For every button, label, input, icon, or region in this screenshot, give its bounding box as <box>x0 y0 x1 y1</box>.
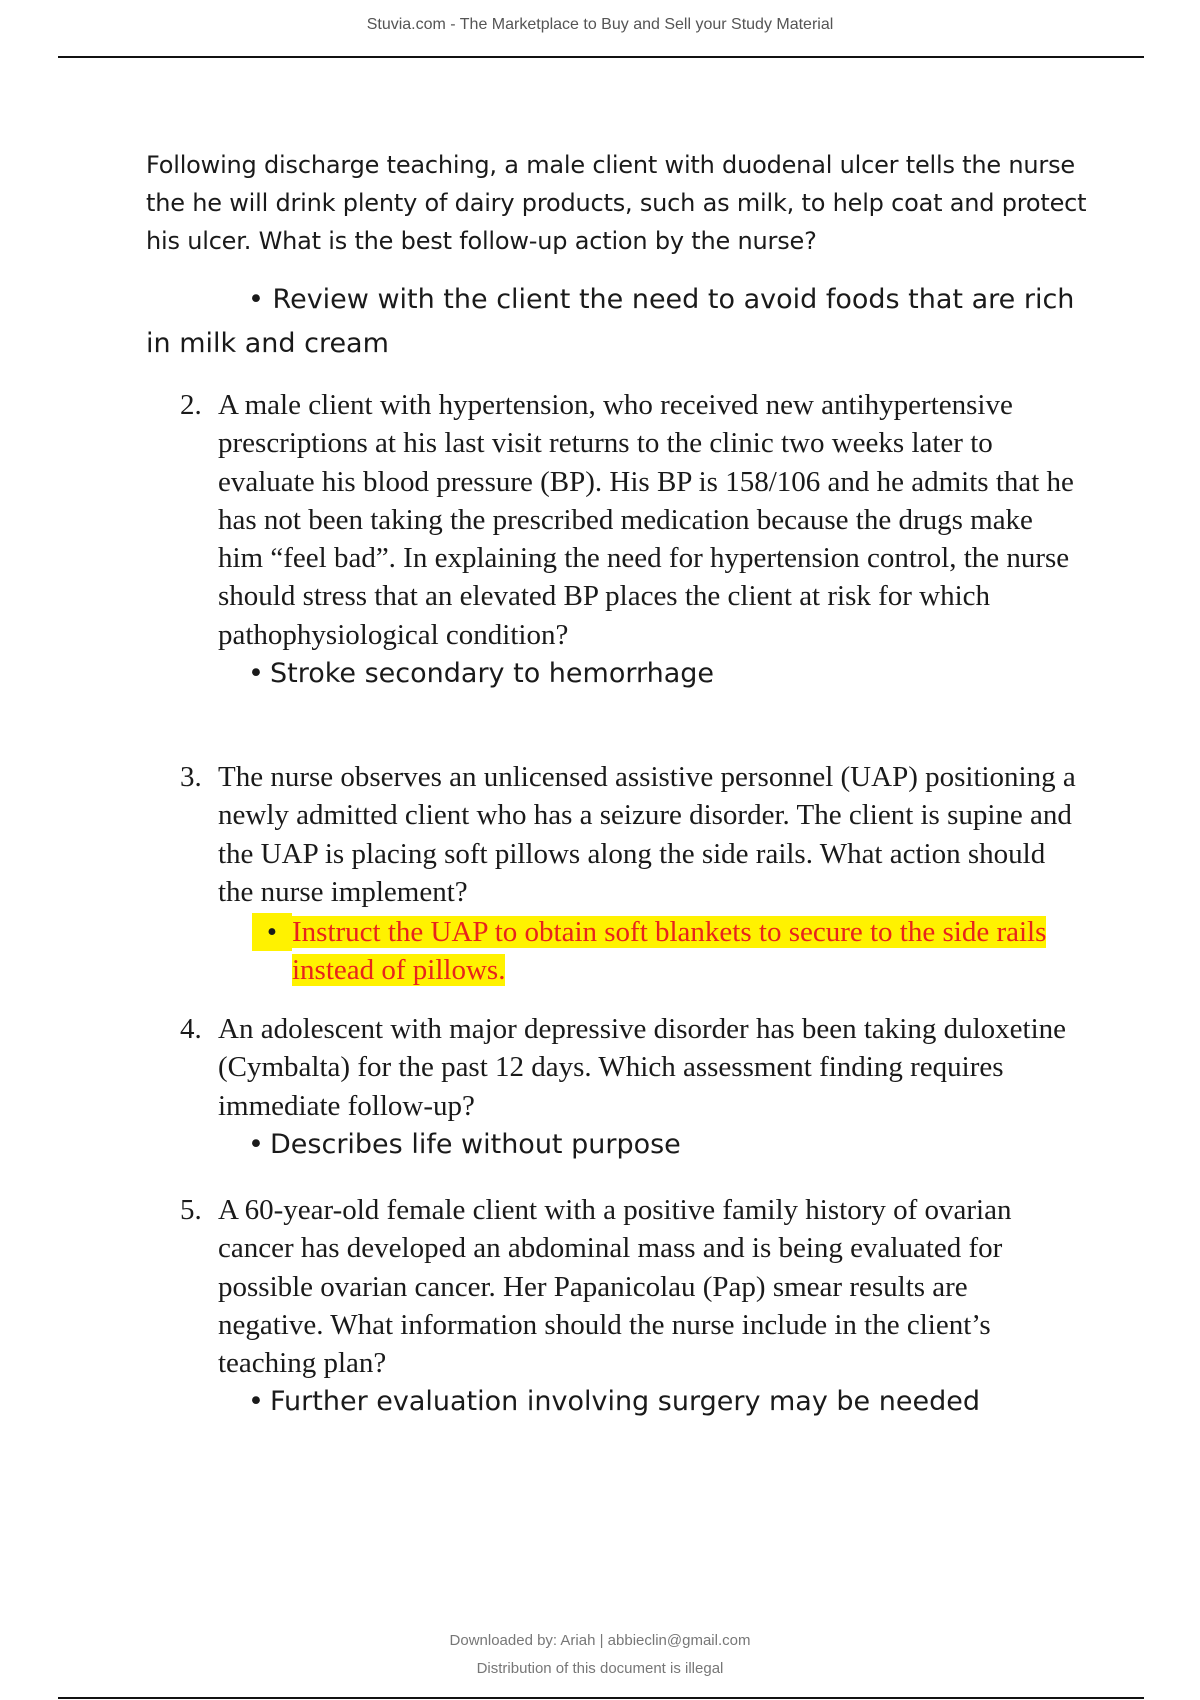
question-4 <box>180 1010 1080 1163</box>
intro-question: Following discharge teaching, a male client with duodenal ulcer tells the nurse the he will drink plenty of dairy products, such as milk, to help coat and protect his ulcer. What is the best follow-up action by the nurse? <box>146 151 1087 255</box>
question-number: 2. <box>180 389 202 421</box>
bullet-icon: • <box>248 658 264 690</box>
bullet-icon: • <box>248 1386 264 1418</box>
question-number: 3. <box>180 761 202 793</box>
question-text: A male client with hypertension, who received new antihypertensive prescriptions at his last visit returns to the clinic two weeks later to evaluate his blood pressure (BP). His BP is 158/106 and he admits that he has not been taking the prescribed medication because the drugs make him “feel bad”. In explaining the need for hypertension control, the nurse should stress that an elevated BP places the client at risk for which pathophysiological condition? <box>218 389 1074 651</box>
answer-text: Further evaluation involving surgery may be needed <box>270 1386 980 1418</box>
question-3 <box>180 758 1080 989</box>
bullet-icon: • <box>248 284 264 315</box>
answer-text: Describes life without purpose <box>270 1128 681 1160</box>
answer-text: Stroke secondary to hemorrhage <box>270 658 715 690</box>
footer-divider <box>58 1697 1144 1699</box>
question-number: 5. <box>180 1194 202 1226</box>
intro-answer <box>146 278 1106 366</box>
question-text: The nurse observes an unlicensed assistive personnel (UAP) positioning a newly admitted client who has a seizure disorder. The client is supine and the UAP is placing soft pillows along the side rails. What action should the nurse implement? <box>218 761 1076 908</box>
bullet-icon: • <box>252 913 292 951</box>
question-text: An adolescent with major depressive disorder has been taking duloxetine (Cymbalta) for the past 12 days. Which assessment finding requires immediate follow-up? <box>218 1013 1067 1122</box>
download-notice: Downloaded by: Ariah | abbieclin@gmail.com <box>449 1632 751 1649</box>
question-text: A 60-year-old female client with a positive family history of ovarian cancer has developed an abdominal mass and is being evaluated for possible ovarian cancer. Her Papanicolau (Pap) smear results are negative. What information should the nurse include in the client’s teaching plan? <box>218 1194 1012 1380</box>
header-divider <box>58 56 1144 58</box>
bullet-icon: • <box>248 1128 264 1160</box>
distribution-notice: Distribution of this document is illegal <box>476 1660 724 1677</box>
highlighted-answer-text: Instruct the UAP to obtain soft blankets to secure to the side rails instead of pillows. <box>292 916 1047 987</box>
site-header: Stuvia.com - The Marketplace to Buy and Sell your Study Material <box>366 16 834 33</box>
question-5 <box>180 1191 1080 1420</box>
question-number: 4. <box>180 1013 202 1045</box>
question-2 <box>180 386 1080 692</box>
intro-answer-text: Review with the client the need to avoid foods that are rich in milk and cream <box>146 284 1075 359</box>
